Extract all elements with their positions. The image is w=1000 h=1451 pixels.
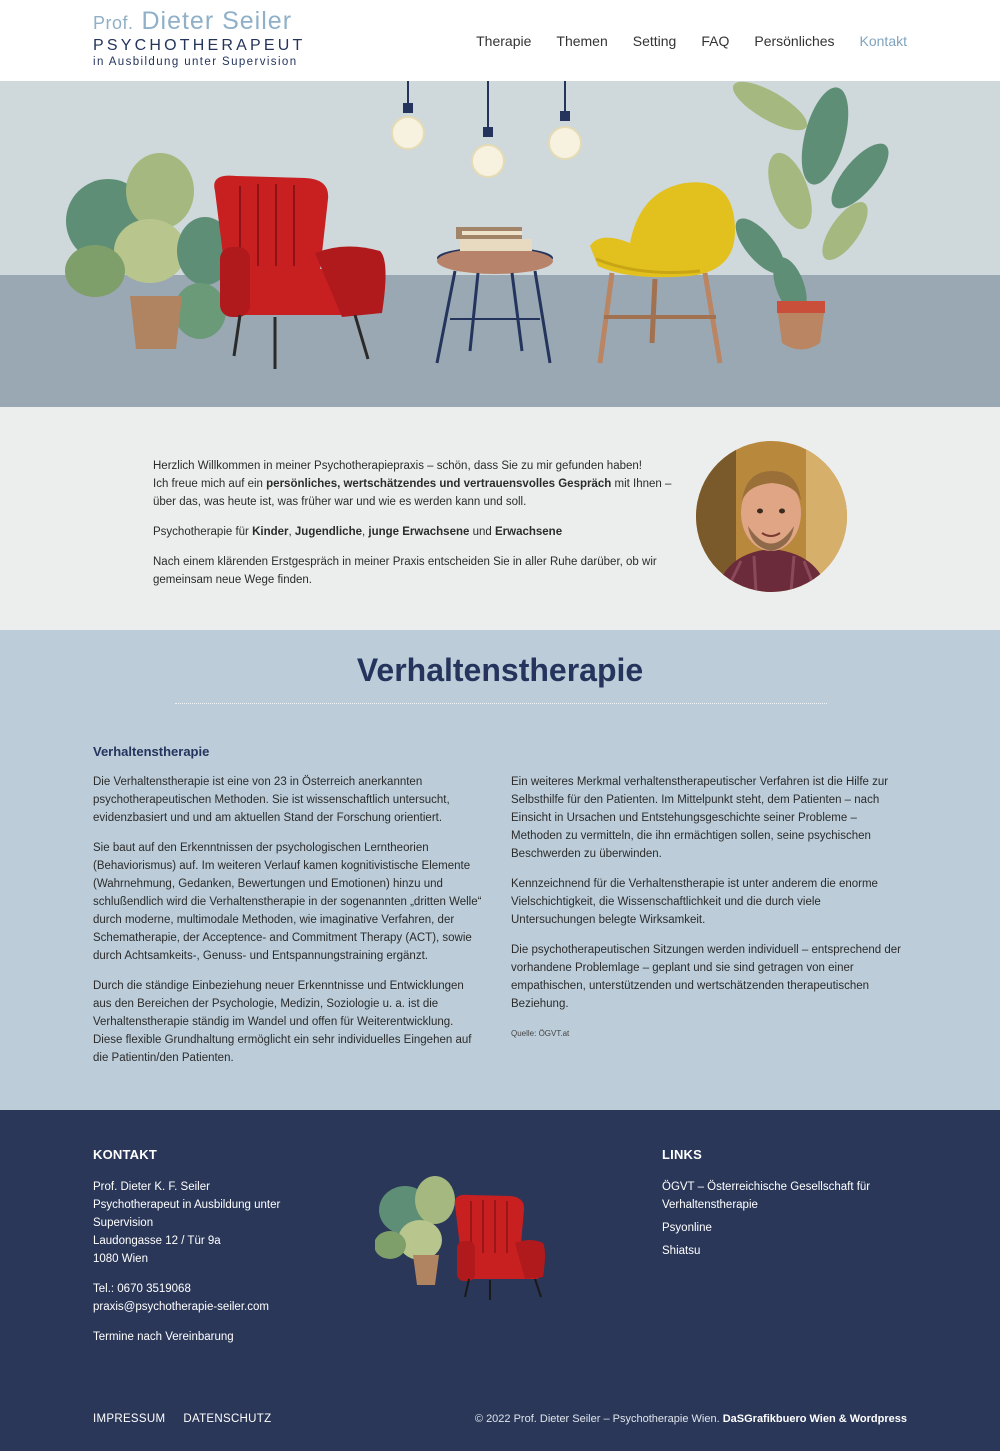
intro-text-c: mit Ihnen – über das, was heute ist, was früher war und wie es werden kann und soll. [153, 478, 672, 508]
address-street: Laudongasse 12 / Tür 9a [93, 1235, 221, 1247]
address-city: 1080 Wien [93, 1253, 148, 1265]
nav-item-therapie[interactable]: Therapie [476, 33, 532, 49]
impressum-link[interactable]: IMPRESSUM [93, 1413, 166, 1425]
phone-link[interactable]: Tel.: 0670 3519068 [93, 1283, 191, 1295]
therapist-portrait [696, 441, 847, 592]
intro-paragraph-welcome [153, 457, 673, 511]
intro-paragraph-erstgespraech: Nach einem klärenden Erstgespräch in meiner Praxis entscheiden Sie in aller Ruhe darüber, ob wir gemeinsam neue Wege finden. [153, 556, 657, 586]
link-oegvt[interactable]: ÖGVT – Österreichische Gesellschaft für Verhaltenstherapie [662, 1181, 871, 1211]
intro-text-a: Ich freue mich auf ein [153, 478, 263, 490]
chair-plant-icon [375, 1165, 550, 1300]
footer-links [662, 1146, 907, 1265]
footer-kontakt [93, 1146, 313, 1358]
content-column-left [93, 743, 483, 1079]
kontakt-heading: KONTAKT [93, 1147, 157, 1162]
site-logo[interactable] [93, 8, 305, 69]
site-header [0, 0, 1000, 81]
termine-note: Termine nach Vereinbarung [93, 1331, 234, 1343]
section-title: Verhaltenstherapie [356, 652, 644, 688]
audience-junge-erwachsene: junge Erwachsene [368, 526, 470, 538]
source-note: Quelle: ÖGVT.at [511, 1029, 570, 1038]
paragraph: Ein weiteres Merkmal verhaltenstherapeutischer Verfahren ist die Hilfe zur Selbsthilfe für den Patienten. Im Mittelpunkt steht, dem Patienten – nach Einsicht in Ursachen und Entstehungsgeschichte seiner Probleme – Methoden zu vermitteln, die ihn ermächtigen sollen, seine psychischen Beschwerden zu überwinden. [511, 776, 889, 860]
intro-welcome: Herzlich Willkommen in meiner Psychotherapiepraxis – schön, dass Sie zu mir gefunden haben! [153, 460, 642, 472]
nav-item-persoenliches[interactable]: Persönliches [754, 33, 835, 49]
intro-section [0, 407, 1000, 630]
paragraph: Durch die ständige Einbeziehung neuer Erkenntnisse und Entwicklungen aus den Bereichen der Psychologie, Medizin, Soziologie u. a. ist die Verhaltenstherapie ständig im Wandel und offen für Weiterentwicklung. Diese flexible Grundhaltung ermöglicht ein sehr individuelles Eingehen auf die Patientin/den Patienten. [93, 980, 472, 1064]
credit-link[interactable]: DaSGrafikbuero Wien & Wordpress [722, 1413, 907, 1425]
link-psyonline[interactable]: Psyonline [662, 1222, 712, 1234]
hero-scene [0, 81, 1000, 407]
paragraph: Kennzeichnend für die Verhaltenstherapie ist unter anderem die enorme Vielschichtigkeit, die Wissenschaftlichkeit und die durch viele Untersuchungen belegte Wirksamkeit. [511, 878, 878, 926]
portrait-image [696, 441, 847, 592]
logo-name [93, 8, 305, 37]
legal-links [93, 1413, 271, 1425]
paragraph: Die Verhaltenstherapie ist eine von 23 in Österreich anerkannten psychotherapeutischen Methoden. Sie ist wissenschaftlich untersucht, evidenzbasiert und und am aktuellen Stand der Forschung orientiert. [93, 776, 450, 824]
email-link[interactable]: praxis@psychotherapie-seiler.com [93, 1301, 269, 1313]
title-divider [175, 703, 827, 704]
section-subheading: Verhaltenstherapie [93, 744, 210, 759]
datenschutz-link[interactable]: DATENSCHUTZ [183, 1413, 272, 1425]
logo-prefix: Prof. [93, 13, 134, 33]
nav-item-themen[interactable]: Themen [556, 33, 608, 49]
nav-item-setting[interactable]: Setting [632, 33, 677, 49]
paragraph: Sie baut auf den Erkenntnissen der psychologischen Lerntheorien (Behaviorismus) auf. Im weiteren Verlauf kamen kognitivistische Elemente (Wahrnehmung, Gedanken, Bewertungen und Emotionen) hinzu und schlußendlich wird die Verhaltenstherapie in der sogenannten „dritten Welle“ durch moderne, multimodale Methoden, wie imaginative Verfahren, der Schematherapie, der Acceptence- and Commitment Therapy (ACT), sowie durch Achtsamkeits-, Genuss- und Entspannungstraining ergänzt. [93, 842, 482, 962]
link-shiatsu[interactable]: Shiatsu [662, 1245, 701, 1257]
footer-illustration [375, 1165, 550, 1305]
main-nav [476, 33, 907, 49]
logo-name-text: Dieter Seiler [141, 7, 293, 35]
nav-item-faq[interactable]: FAQ [701, 33, 730, 49]
audience-jugendliche: Jugendliche [294, 526, 363, 538]
copyright [475, 1413, 907, 1425]
audience-erwachsene: Erwachsene [494, 526, 563, 538]
verhaltenstherapie-section [0, 630, 1000, 1110]
audience-lead: Psychotherapie für [153, 526, 249, 538]
links-heading: LINKS [662, 1147, 702, 1162]
copyright-text: © 2022 Prof. Dieter Seiler – Psychotherapie Wien. [474, 1413, 720, 1425]
address-title: Psychotherapeut in Ausbildung unter Supervision [93, 1199, 281, 1229]
intro-paragraph-audience: Psychotherapie für Kinder, Jugendliche, junge Erwachsene und Erwachsene [153, 526, 563, 538]
content-column-right [511, 773, 907, 1055]
address-block [93, 1178, 313, 1268]
hero-illustration [0, 81, 1000, 407]
logo-profession: PSYCHOTHERAPEUT [93, 37, 306, 54]
nav-item-kontakt[interactable]: Kontakt [859, 33, 907, 49]
logo-subtitle: in Ausbildung unter Supervision [93, 56, 298, 68]
intro-text [153, 457, 673, 601]
address-name: Prof. Dieter K. F. Seiler [93, 1181, 210, 1193]
site-footer [0, 1110, 1000, 1451]
intro-bold: persönliches, wertschätzendes und vertrauensvolles Gespräch [266, 478, 612, 490]
paragraph: Die psychotherapeutischen Sitzungen werden individuell – entsprechend der vorhandene Problemlage – geplant und sie sind getragen von einer empathischen, unterstützenden und wertschätzenden therapeutischen Beziehung. [511, 944, 901, 1010]
audience-und: und [472, 526, 492, 538]
contact-block [93, 1280, 313, 1316]
audience-kinder: Kinder [252, 526, 289, 538]
